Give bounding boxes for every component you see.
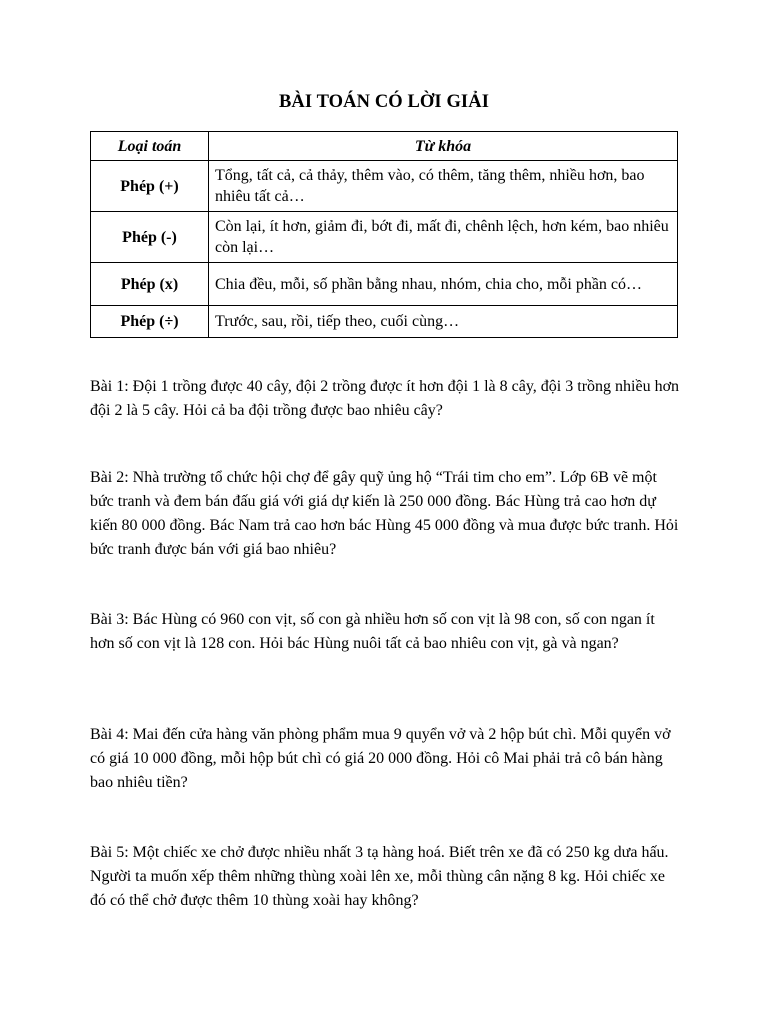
table-header-row xyxy=(91,132,678,161)
problem-5: Bài 5: Một chiếc xe chở được nhiều nhất 3 tạ hàng hoá. Biết trên xe đã có 250 kg dưa hấu. Người ta muốn xếp thêm những thùng xoài lên xe, mỗi thùng cân nặng 8 kg. Hỏi chiếc xe đó có thể chở được thêm 10 thùng xoài hay không? xyxy=(90,844,669,909)
operation-type-cell: Phép (+) xyxy=(91,161,209,212)
document-title: BÀI TOÁN CÓ LỜI GIẢI xyxy=(278,92,489,112)
operation-type-cell: Phép (÷) xyxy=(91,306,209,338)
operation-type-cell: Phép (-) xyxy=(91,212,209,263)
table-row xyxy=(91,161,678,212)
keywords-cell: Trước, sau, rồi, tiếp theo, cuối cùng… xyxy=(209,306,678,338)
keyword-table xyxy=(90,131,678,338)
problem-1: Bài 1: Đội 1 trồng được 40 cây, đội 2 trồng được ít hơn đội 1 là 8 cây, đội 3 trồng nhiều hơn đội 2 là 5 cây. Hỏi cả ba đội trồng được bao nhiêu cây? xyxy=(90,378,680,419)
keywords-cell: Chia đều, mỗi, số phần bằng nhau, nhóm, chia cho, mỗi phần có… xyxy=(209,263,678,306)
operation-type-cell: Phép (x) xyxy=(91,263,209,306)
header-operation-type: Loại toán xyxy=(91,132,209,161)
problem-4: Bài 4: Mai đến cửa hàng văn phòng phẩm mua 9 quyển vở và 2 hộp bút chì. Mỗi quyển vở có giá 10 000 đồng, mỗi hộp bút chì có giá 20 000 đồng. Hỏi cô Mai phải trả cô bán hàng bao nhiêu tiền? xyxy=(90,726,671,791)
keywords-cell: Còn lại, ít hơn, giảm đi, bớt đi, mất đi, chênh lệch, hơn kém, bao nhiêu còn lại… xyxy=(209,212,678,263)
problem-2: Bài 2: Nhà trường tổ chức hội chợ để gây quỹ ủng hộ “Trái tim cho em”. Lớp 6B vẽ một bức tranh và đem bán đấu giá với giá dự kiến là 250 000 đồng. Bác Hùng trả cao hơn dự kiến 80 000 đồng. Bác Nam trả cao hơn bác Hùng 45 000 đồng và mua được bức tranh. Hỏi bức tranh được bán với giá bao nhiêu? xyxy=(90,469,679,558)
header-keywords: Từ khóa xyxy=(209,132,678,161)
table-row xyxy=(91,212,678,263)
table-row xyxy=(91,306,678,338)
problem-3: Bài 3: Bác Hùng có 960 con vịt, số con gà nhiều hơn số con vịt là 98 con, số con ngan ít hơn số con vịt là 128 con. Hỏi bác Hùng nuôi tất cả bao nhiêu con vịt, gà và ngan? xyxy=(90,611,655,652)
table-row xyxy=(91,263,678,306)
keywords-cell: Tổng, tất cả, cả thảy, thêm vào, có thêm, tăng thêm, nhiều hơn, bao nhiêu tất cả… xyxy=(209,161,678,212)
